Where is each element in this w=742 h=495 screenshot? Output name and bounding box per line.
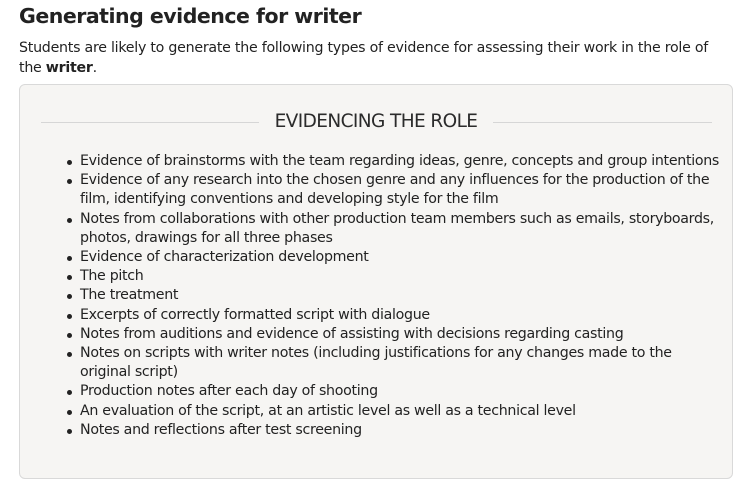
list-item: The pitch — [64, 267, 724, 286]
list-item: Excerpts of correctly formatted script with dialogue — [64, 306, 724, 325]
box-title-row — [41, 107, 712, 137]
list-item: Notes and reflections after test screening — [64, 421, 724, 440]
title-divider-right — [493, 122, 712, 123]
intro-bold-role: writer — [45, 60, 93, 76]
evidence-box — [19, 84, 733, 479]
list-item: The treatment — [64, 286, 724, 305]
list-item: Notes from auditions and evidence of assisting with decisions regarding casting — [64, 325, 724, 344]
intro-period: . — [92, 60, 97, 76]
list-item: Notes from collaborations with other production team members such as emails, storyboards, photos, drawings for all three phases — [64, 210, 724, 248]
list-item: Notes on scripts with writer notes (including justifications for any changes made to the original script) — [64, 344, 724, 382]
title-divider-left — [41, 122, 259, 123]
intro-paragraph — [19, 38, 731, 78]
list-item: An evaluation of the script, at an artistic level as well as a technical level — [64, 402, 724, 421]
list-item: Evidence of characterization development — [64, 248, 724, 267]
intro-text: Students are likely to generate the following types of evidence for assessing their work in the role of the — [19, 40, 709, 76]
evidence-list — [64, 152, 724, 440]
page-title: Generating evidence for writer — [19, 4, 362, 28]
list-item: Evidence of brainstorms with the team regarding ideas, genre, concepts and group intentions — [64, 152, 724, 171]
list-item: Production notes after each day of shooting — [64, 382, 724, 401]
box-title: EVIDENCING THE ROLE — [274, 111, 478, 132]
list-item: Evidence of any research into the chosen genre and any influences for the production of the film, identifying conventions and developing style for the film — [64, 171, 724, 209]
